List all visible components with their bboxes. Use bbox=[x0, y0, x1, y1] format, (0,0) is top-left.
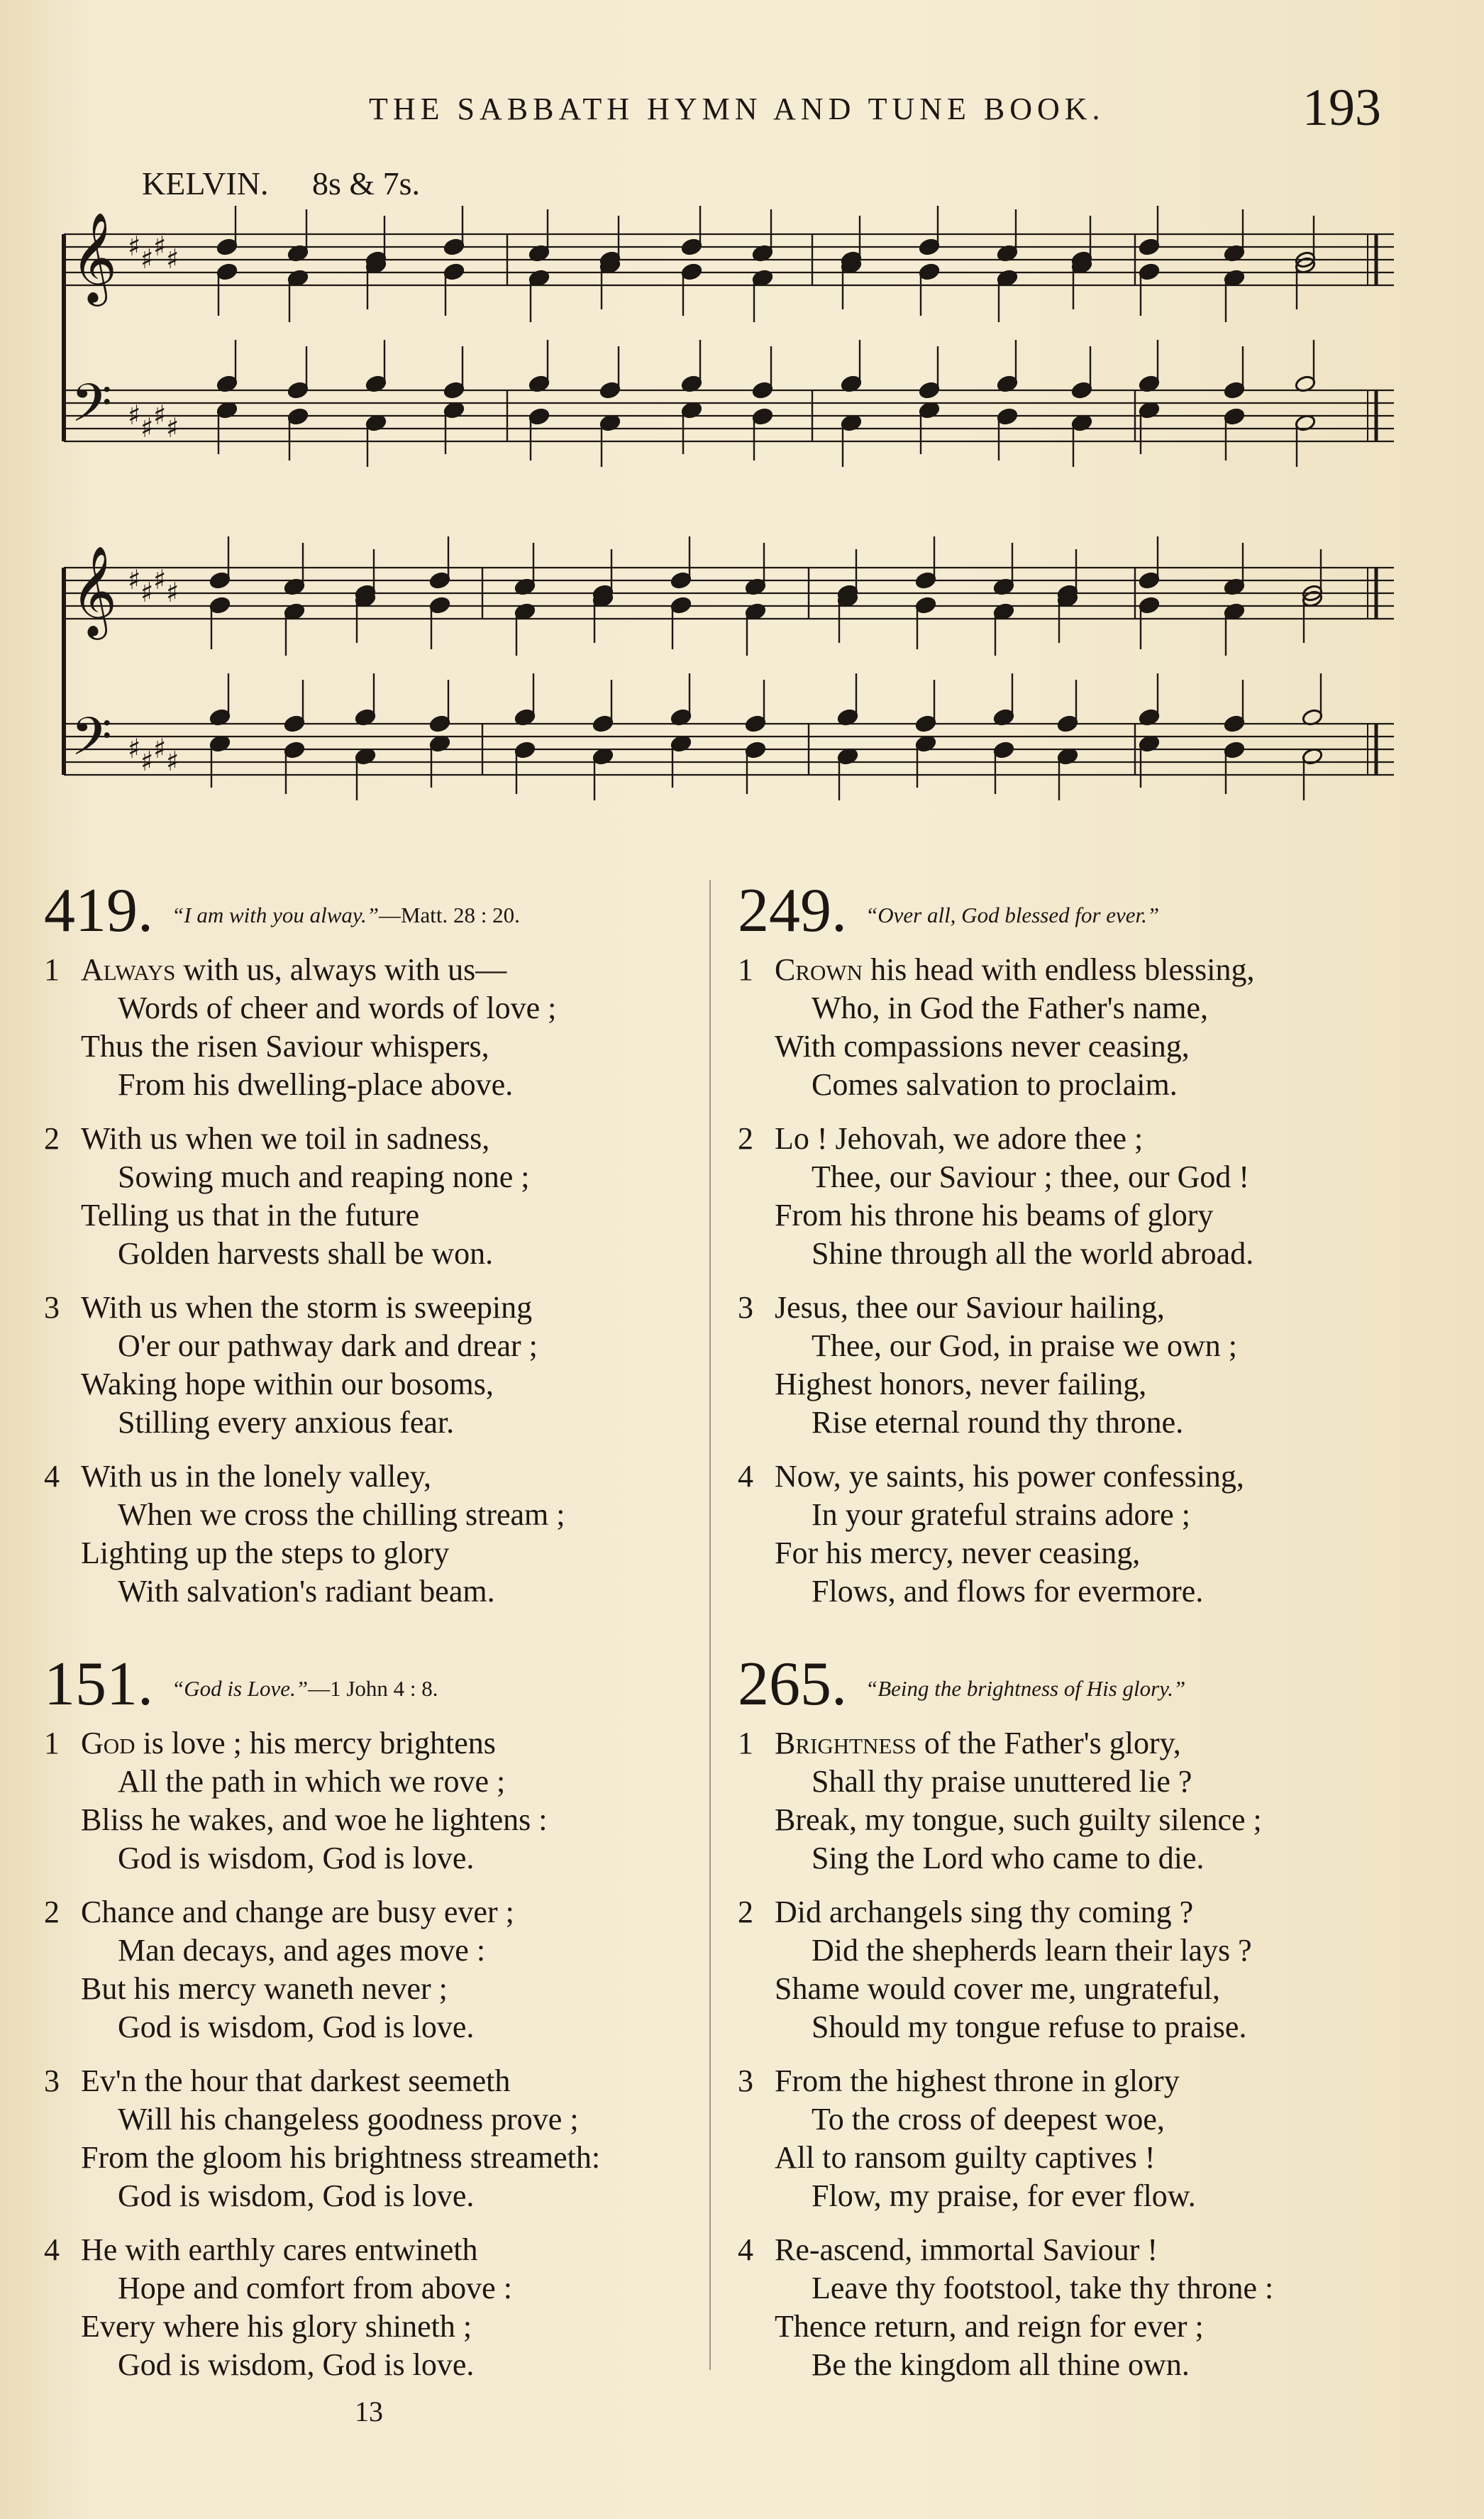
hymn-line bbox=[812, 1066, 1178, 1104]
hymn-line bbox=[81, 1289, 532, 1327]
hymn-line bbox=[812, 1327, 1237, 1365]
hymn-quote: “God is Love.” bbox=[172, 1676, 309, 1701]
svg-text:♯: ♯ bbox=[128, 399, 141, 431]
verse-number: 4 bbox=[738, 1459, 753, 1494]
svg-text:♯: ♯ bbox=[153, 733, 167, 764]
line-text: Now, ye saints, his power confessing, bbox=[775, 1459, 1244, 1494]
line-text: From his throne his beams of glory bbox=[775, 1198, 1214, 1233]
tune-heading bbox=[142, 165, 420, 202]
line-text: Sowing much and reaping none ; bbox=[118, 1159, 530, 1194]
hymn-line bbox=[81, 1724, 496, 1763]
svg-text:♯: ♯ bbox=[128, 733, 141, 764]
svg-text:♯: ♯ bbox=[153, 564, 167, 595]
hymn-number: 151 bbox=[44, 1650, 138, 1719]
hymn-line bbox=[775, 1534, 1140, 1572]
hymn-line bbox=[118, 1931, 485, 1970]
line-text: of the Father's glory, bbox=[916, 1726, 1181, 1760]
line-text: Highest honors, never failing, bbox=[775, 1367, 1147, 1401]
hymn-line bbox=[81, 1365, 494, 1404]
hymn-line bbox=[118, 2269, 512, 2308]
verse-number: 4 bbox=[738, 2232, 753, 2267]
line-text: From his dwelling-place above. bbox=[118, 1067, 514, 1102]
hymn-line bbox=[812, 1496, 1190, 1534]
hymn-heading: 151. “God is Love.”—1 John 4 : 8. bbox=[44, 1650, 438, 1719]
line-text: God is wisdom, God is love. bbox=[118, 2010, 475, 2044]
line-text: With compassions never ceasing, bbox=[775, 1029, 1190, 1064]
hymn-line bbox=[118, 1496, 565, 1534]
line-text: O'er our pathway dark and drear ; bbox=[118, 1328, 538, 1363]
first-word: Crown bbox=[775, 952, 863, 987]
line-text: is love ; his mercy brightens bbox=[135, 1726, 496, 1760]
line-text: Did the shepherds learn their lays ? bbox=[812, 1933, 1252, 1968]
line-text: Golden harvests shall be won. bbox=[118, 1236, 494, 1271]
hymn-419 bbox=[44, 876, 682, 1632]
first-word: Always bbox=[81, 952, 176, 987]
hymn-line bbox=[775, 1120, 1143, 1158]
line-text: Should my tongue refuse to praise. bbox=[812, 2010, 1247, 2044]
hymn-number: 265 bbox=[738, 1650, 831, 1719]
line-text: He with earthly cares entwineth bbox=[81, 2232, 478, 2267]
hymn-line bbox=[812, 2177, 1196, 2215]
line-text: All the path in which we rove ; bbox=[118, 1764, 506, 1799]
running-header: THE SABBATH HYMN AND TUNE BOOK. bbox=[369, 92, 1105, 126]
line-text: Thee, our God, in praise we own ; bbox=[812, 1328, 1237, 1363]
hymn-line bbox=[81, 2139, 600, 2177]
hymn-line bbox=[775, 2308, 1204, 2346]
hymn-line bbox=[775, 1970, 1220, 2008]
hymn-reference: —1 John 4 : 8. bbox=[308, 1676, 438, 1701]
svg-text:♯: ♯ bbox=[140, 412, 154, 443]
music-score bbox=[43, 206, 1405, 844]
svg-text:♯: ♯ bbox=[166, 577, 179, 608]
hymn-line bbox=[118, 1839, 474, 1878]
hymn-line bbox=[81, 1457, 431, 1496]
line-text: With us when the storm is sweeping bbox=[81, 1290, 533, 1325]
hymn-line bbox=[81, 951, 506, 989]
hymn-line bbox=[118, 1327, 538, 1365]
line-text: Waking hope within our bosoms, bbox=[81, 1367, 494, 1401]
hymn-line bbox=[118, 1158, 529, 1196]
hymn-line bbox=[118, 2177, 474, 2215]
line-text: Lo ! Jehovah, we adore thee ; bbox=[775, 1121, 1144, 1156]
hymn-line bbox=[118, 1066, 513, 1104]
line-text: From the highest throne in glory bbox=[775, 2063, 1180, 2098]
hymn-line bbox=[81, 2062, 510, 2100]
line-text: Leave thy footstool, take thy throne : bbox=[812, 2271, 1274, 2305]
line-text: For his mercy, never ceasing, bbox=[775, 1536, 1141, 1570]
line-text: Thence return, and reign for ever ; bbox=[775, 2309, 1204, 2344]
svg-text:♯: ♯ bbox=[166, 412, 179, 443]
line-text: Shame would cover me, ungrateful, bbox=[775, 1971, 1221, 2006]
line-text: Break, my tongue, such guilty silence ; bbox=[775, 1802, 1262, 1837]
hymn-line bbox=[812, 1763, 1192, 1801]
line-text: Lighting up the steps to glory bbox=[81, 1536, 450, 1570]
hymn-line bbox=[775, 2231, 1158, 2269]
line-text: Jesus, thee our Saviour hailing, bbox=[775, 1290, 1165, 1325]
line-text: Stilling every anxious fear. bbox=[118, 1405, 455, 1440]
hymn-line bbox=[775, 1457, 1244, 1496]
hymn-line bbox=[775, 2139, 1155, 2177]
hymn-line bbox=[775, 951, 1254, 989]
hymn-quote: “Being the brightness of His glory.” bbox=[865, 1676, 1186, 1701]
svg-text:𝄞: 𝄞 bbox=[71, 211, 118, 302]
line-text: his head with endless blessing, bbox=[863, 952, 1255, 987]
hymn-line bbox=[812, 1931, 1252, 1970]
line-text: Ev'n the hour that darkest seemeth bbox=[81, 2063, 511, 2098]
hymn-quote: “Over all, God blessed for ever.” bbox=[865, 903, 1160, 927]
hymn-line bbox=[812, 2269, 1273, 2308]
line-text: Man decays, and ages move : bbox=[118, 1933, 486, 1968]
hymn-265 bbox=[738, 1650, 1447, 2405]
first-word: God bbox=[81, 1726, 135, 1760]
hymn-line bbox=[81, 1893, 514, 1931]
hymn-line bbox=[775, 1289, 1165, 1327]
svg-text:♯: ♯ bbox=[128, 231, 141, 262]
hymn-151 bbox=[44, 1650, 682, 2405]
hymn-number: 419 bbox=[44, 876, 138, 945]
hymn-line bbox=[812, 1572, 1203, 1611]
hymn-line bbox=[118, 1404, 454, 1442]
line-text: Flow, my praise, for ever flow. bbox=[812, 2178, 1196, 2213]
column-divider bbox=[709, 880, 711, 2370]
svg-text:𝄢: 𝄢 bbox=[71, 706, 112, 781]
svg-text:♯: ♯ bbox=[128, 564, 141, 595]
line-text: Comes salvation to proclaim. bbox=[812, 1067, 1178, 1102]
hymn-line bbox=[775, 1801, 1262, 1839]
line-text: But his mercy waneth never ; bbox=[81, 1971, 448, 2006]
verse-number: 1 bbox=[44, 952, 60, 987]
svg-text:𝄢: 𝄢 bbox=[71, 373, 112, 447]
verse-number: 3 bbox=[738, 2063, 753, 2098]
line-text: In your grateful strains adore ; bbox=[812, 1497, 1190, 1532]
line-text: With salvation's radiant beam. bbox=[118, 1574, 495, 1609]
hymn-line bbox=[775, 1893, 1193, 1931]
hymn-line bbox=[118, 1235, 493, 1273]
svg-text:♯: ♯ bbox=[140, 577, 154, 608]
verse-number: 2 bbox=[738, 1895, 753, 1929]
hymn-line bbox=[118, 989, 556, 1027]
line-text: From the gloom his brightness streameth: bbox=[81, 2140, 601, 2175]
hymn-line bbox=[812, 1404, 1183, 1442]
hymn-line bbox=[118, 1572, 495, 1611]
verse-number: 4 bbox=[44, 1459, 60, 1494]
line-text: To the cross of deepest woe, bbox=[812, 2102, 1165, 2137]
hymn-line bbox=[81, 1970, 448, 2008]
verse-number: 2 bbox=[44, 1121, 60, 1156]
line-text: God is wisdom, God is love. bbox=[118, 1841, 475, 1875]
hymn-line bbox=[118, 2100, 579, 2139]
hymn-heading: 249. “Over all, God blessed for ever.” bbox=[738, 876, 1160, 945]
hymn-line bbox=[81, 1027, 489, 1066]
line-text: Who, in God the Father's name, bbox=[812, 991, 1209, 1025]
line-text: Telling us that in the future bbox=[81, 1198, 420, 1233]
line-text: Did archangels sing thy coming ? bbox=[775, 1895, 1194, 1929]
line-text: Chance and change are busy ever ; bbox=[81, 1895, 514, 1929]
hymn-line bbox=[812, 989, 1208, 1027]
svg-text:♯: ♯ bbox=[140, 746, 154, 777]
svg-text:𝄞: 𝄞 bbox=[71, 545, 118, 636]
verse-number: 3 bbox=[44, 1290, 60, 1325]
hymn-line bbox=[812, 1235, 1253, 1273]
hymn-line bbox=[118, 2346, 474, 2384]
signature-mark: 13 bbox=[355, 2396, 383, 2427]
page-number: 193 bbox=[1302, 79, 1381, 137]
hymn-249 bbox=[738, 876, 1447, 1632]
line-text: All to ransom guilty captives ! bbox=[775, 2140, 1156, 2175]
hymn-line bbox=[81, 1196, 419, 1235]
line-text: Will his changeless goodness prove ; bbox=[118, 2102, 579, 2137]
line-text: Flows, and flows for evermore. bbox=[812, 1574, 1204, 1609]
line-text: Bliss he wakes, and woe he lightens : bbox=[81, 1802, 548, 1837]
hymn-line bbox=[775, 1196, 1213, 1235]
line-text: with us, always with us— bbox=[175, 952, 507, 987]
line-text: Thee, our Saviour ; thee, our God ! bbox=[812, 1159, 1250, 1194]
line-text: God is wisdom, God is love. bbox=[118, 2347, 475, 2382]
line-text: Words of cheer and words of love ; bbox=[118, 991, 557, 1025]
hymn-line bbox=[81, 1801, 547, 1839]
hymn-line bbox=[812, 2346, 1190, 2384]
hymn-line bbox=[118, 2008, 474, 2046]
hymn-line bbox=[81, 2308, 472, 2346]
hymn-line bbox=[812, 1158, 1249, 1196]
hymn-line bbox=[81, 1534, 449, 1572]
line-text: Hope and comfort from above : bbox=[118, 2271, 512, 2305]
hymn-line bbox=[812, 1839, 1205, 1878]
verse-number: 3 bbox=[44, 2063, 60, 2098]
hymn-quote: “I am with you alway.” bbox=[172, 903, 379, 927]
hymn-heading: 419. “I am with you alway.”—Matt. 28 : 20. bbox=[44, 876, 520, 945]
tune-meter: 8s & 7s. bbox=[311, 165, 421, 202]
line-text: Re-ascend, immortal Saviour ! bbox=[775, 2232, 1158, 2267]
hymn-line bbox=[775, 1365, 1146, 1404]
line-text: With us when we toil in sadness, bbox=[81, 1121, 490, 1156]
line-text: When we cross the chilling stream ; bbox=[118, 1497, 565, 1532]
hymn-line bbox=[775, 2062, 1180, 2100]
line-text: God is wisdom, God is love. bbox=[118, 2178, 475, 2213]
first-word: Brightness bbox=[775, 1726, 917, 1760]
svg-text:♯: ♯ bbox=[153, 399, 167, 431]
line-text: Be the kingdom all thine own. bbox=[812, 2347, 1190, 2382]
hymn-line bbox=[81, 2231, 478, 2269]
line-text: Sing the Lord who came to die. bbox=[812, 1841, 1205, 1875]
hymn-line bbox=[812, 2100, 1165, 2139]
line-text: Shine through all the world abroad. bbox=[812, 1236, 1254, 1271]
svg-text:♯: ♯ bbox=[153, 231, 167, 262]
svg-text:♯: ♯ bbox=[140, 243, 154, 275]
verse-number: 1 bbox=[44, 1726, 60, 1760]
verse-number: 4 bbox=[44, 2232, 60, 2267]
verse-number: 3 bbox=[738, 1290, 753, 1325]
hymn-number: 249 bbox=[738, 876, 831, 945]
verse-number: 2 bbox=[738, 1121, 753, 1156]
svg-text:♯: ♯ bbox=[166, 746, 179, 777]
hymn-line bbox=[775, 1724, 1181, 1763]
verse-number: 1 bbox=[738, 1726, 753, 1760]
hymn-heading: 265. “Being the brightness of His glory.” bbox=[738, 1650, 1186, 1719]
line-text: With us in the lonely valley, bbox=[81, 1459, 431, 1494]
hymn-reference: —Matt. 28 : 20. bbox=[378, 903, 520, 927]
hymn-line bbox=[812, 2008, 1246, 2046]
line-text: Shall thy praise unuttered lie ? bbox=[812, 1764, 1192, 1799]
line-text: Rise eternal round thy throne. bbox=[812, 1405, 1184, 1440]
verse-number: 2 bbox=[44, 1895, 60, 1929]
hymn-line bbox=[81, 1120, 489, 1158]
hymn-line bbox=[118, 1763, 505, 1801]
svg-text:♯: ♯ bbox=[166, 243, 179, 275]
hymn-line bbox=[775, 1027, 1190, 1066]
line-text: Every where his glory shineth ; bbox=[81, 2309, 472, 2344]
verse-number: 1 bbox=[738, 952, 753, 987]
line-text: Thus the risen Saviour whispers, bbox=[81, 1029, 489, 1064]
tune-name: KELVIN. bbox=[142, 165, 269, 202]
